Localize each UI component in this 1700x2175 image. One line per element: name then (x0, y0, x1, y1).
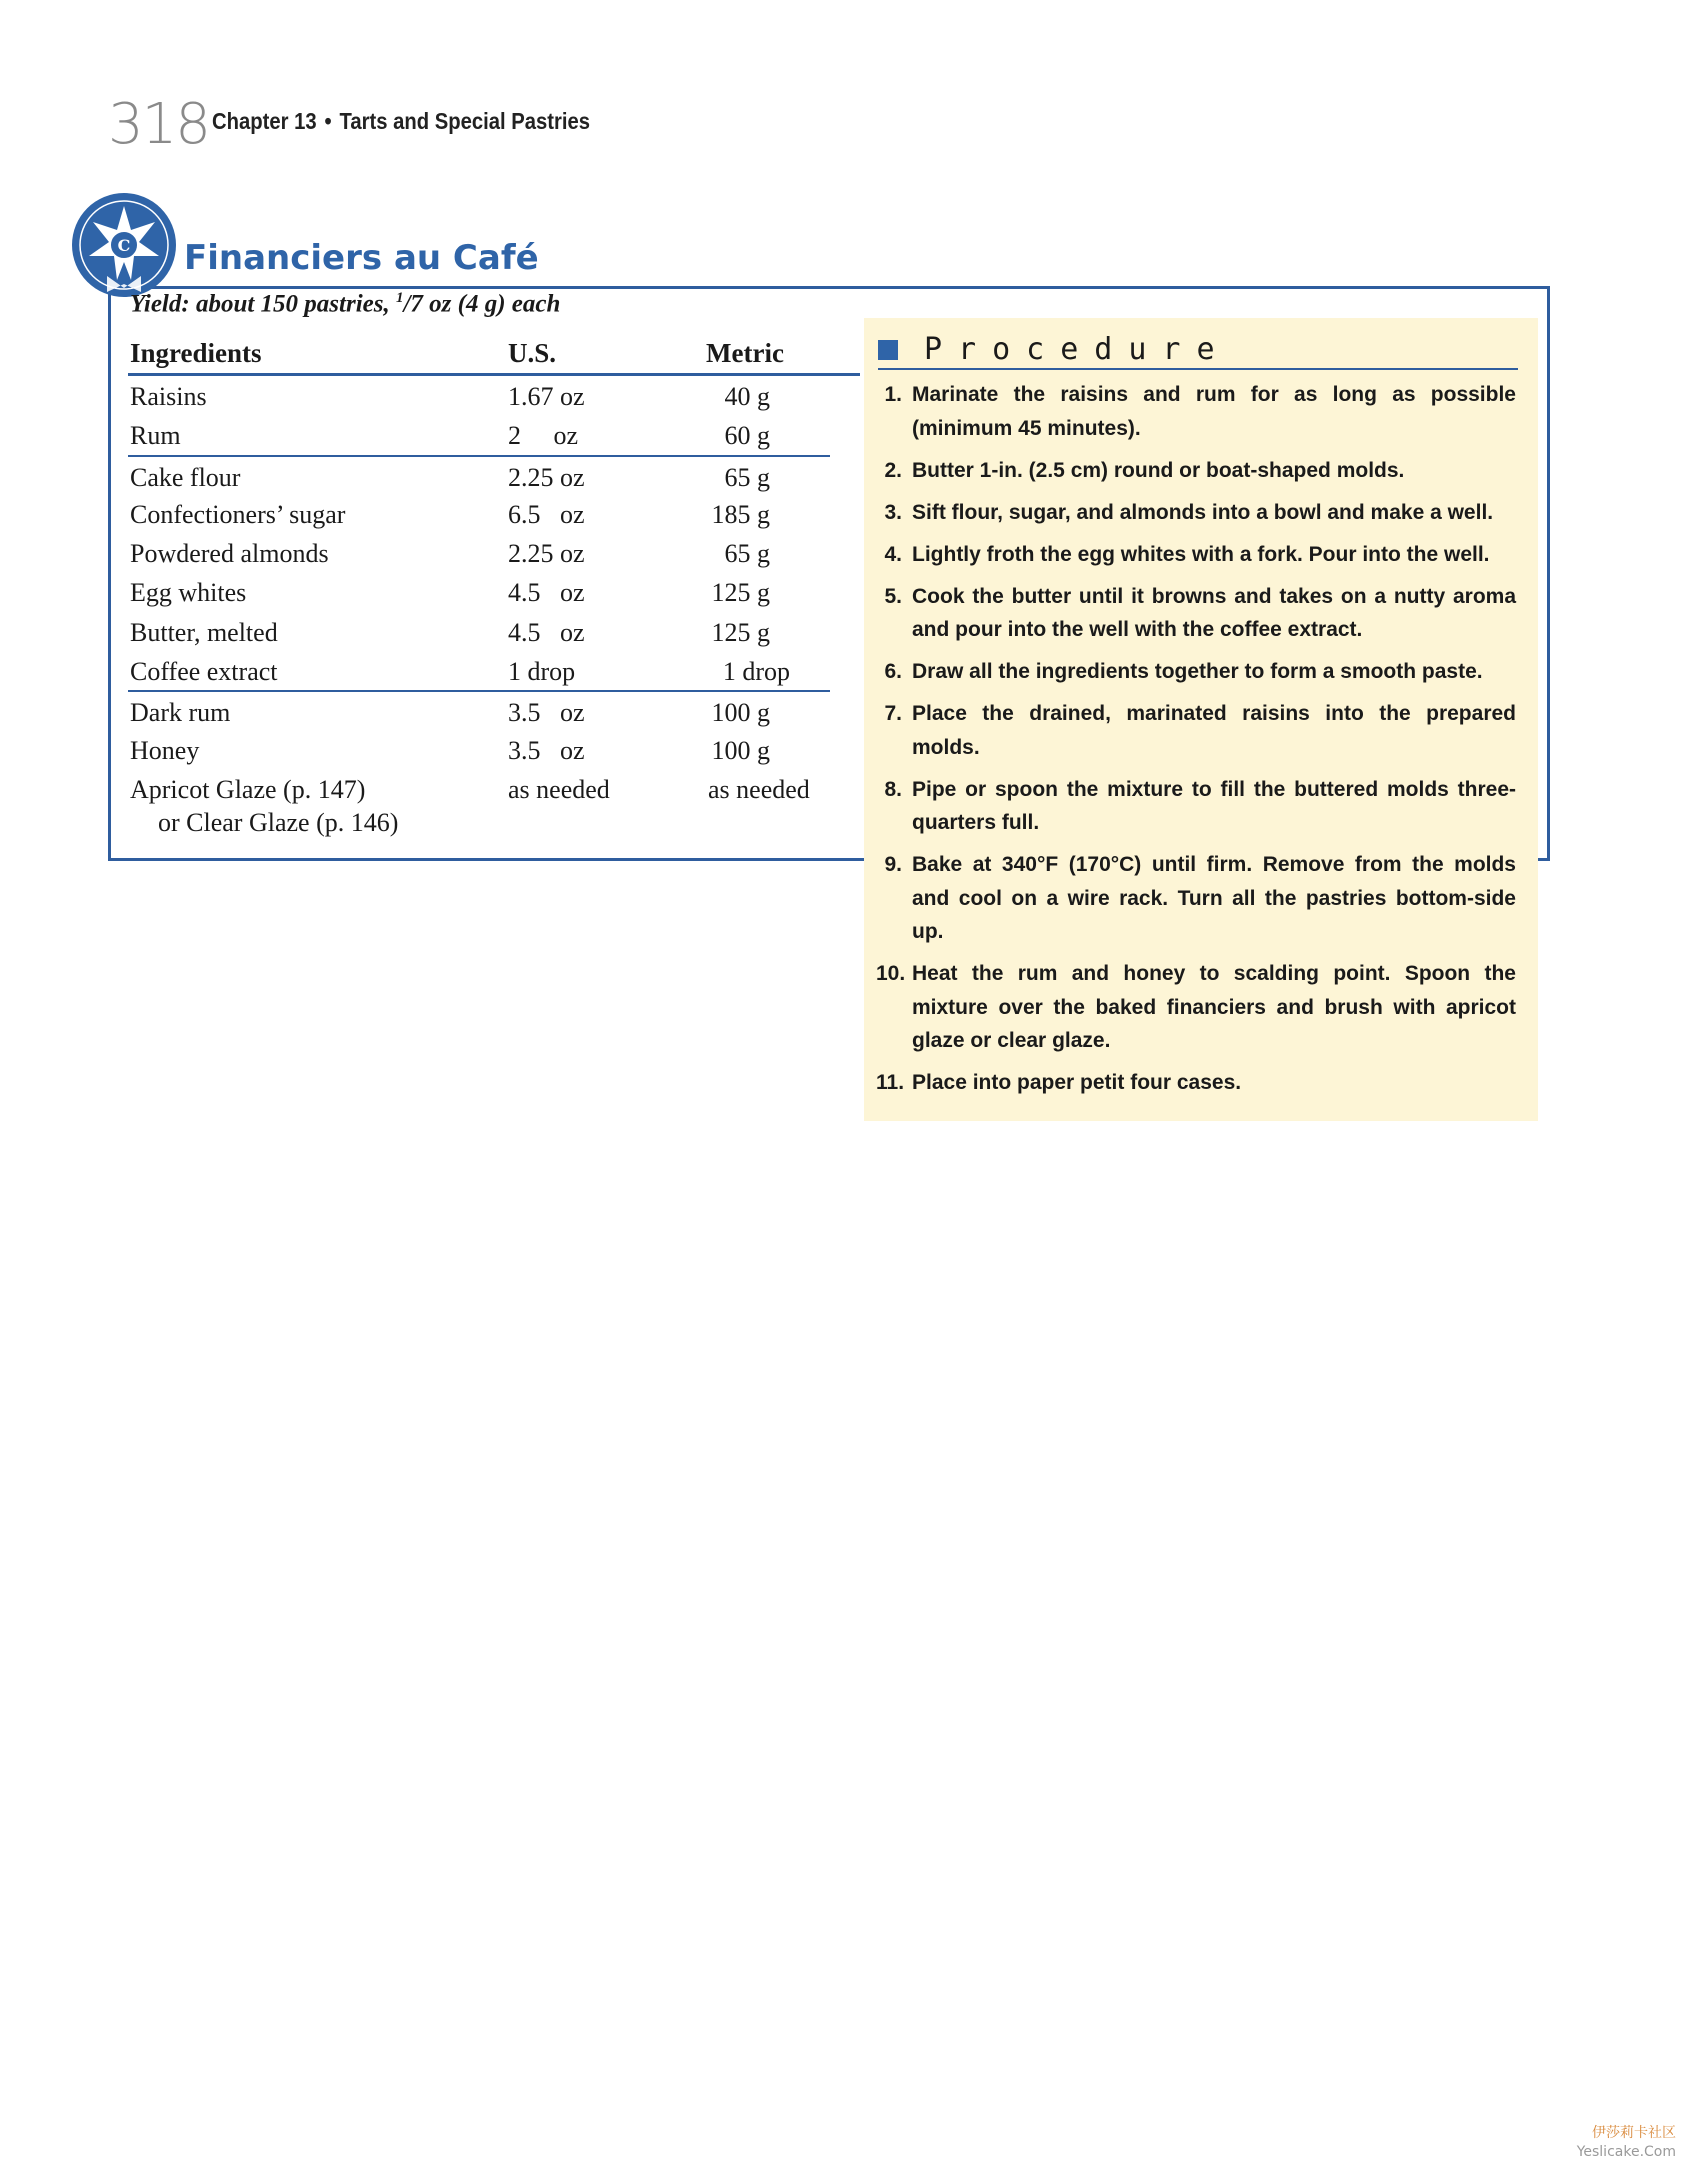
list-item (876, 773, 1516, 840)
table-row (128, 651, 830, 690)
ingredient-metric: 125 g (711, 578, 770, 608)
list-item (876, 454, 1516, 488)
step-number: 2. (884, 458, 902, 482)
step-text: Butter 1-in. (2.5 cm) round or boat-shaped molds. (912, 458, 1405, 482)
ingredient-name: Dark rum (130, 698, 231, 728)
list-item (876, 848, 1516, 949)
list-item (876, 655, 1516, 689)
step-text: Bake at 340°F (170°C) until firm. Remove from the molds and cool on a wire rack. Turn all the pastries bottom-side up. (912, 853, 1516, 943)
ingredient-metric: 40 g (724, 382, 770, 411)
step-number: 9. (884, 853, 902, 876)
ingredient-name: Cake flour (130, 462, 241, 492)
ingredients-table (128, 336, 830, 837)
list-item (876, 697, 1516, 764)
ingredient-name-alt: or Clear Glaze (p. 146) (158, 807, 399, 837)
ingredient-name: Confectioners’ sugar (130, 499, 346, 529)
bullet-separator: • (324, 108, 332, 134)
ingredient-metric: 100 g (711, 735, 770, 765)
yield-prefix: Yield: about 150 pastries, (130, 290, 396, 318)
ingredient-metric: 65 g (724, 462, 770, 492)
cordon-bleu-seal-icon (71, 192, 177, 298)
ingredient-us: 1.67 oz (508, 382, 585, 411)
ingredient-name: Coffee extract (130, 657, 278, 687)
yield-fraction-rest: /7 oz (4 g) each (403, 290, 561, 318)
ingredient-name: Butter, melted (130, 617, 278, 647)
step-text: Pipe or spoon the mixture to fill the buttered molds three-quarters full. (912, 777, 1516, 834)
table-row (128, 376, 830, 415)
watermark-line-url: Yeslicake.Com (1576, 2144, 1676, 2160)
step-number: 4. (884, 542, 902, 566)
table-row (128, 455, 830, 494)
step-text: Place into paper petit four cases. (912, 1071, 1242, 1094)
step-text: Lightly froth the egg whites with a fork. Pour into the well. (912, 542, 1490, 566)
ingredient-metric: 1 drop (722, 657, 790, 687)
header-metric: Metric (706, 338, 784, 368)
step-number: 1. (884, 383, 902, 406)
step-number: 8. (884, 777, 902, 801)
ingredient-name: Honey (130, 735, 200, 765)
watermark (1577, 2122, 1676, 2160)
list-item (876, 957, 1516, 1058)
ingredients-header-row (128, 336, 860, 376)
ingredient-us: 2 oz (508, 421, 579, 451)
procedure-steps (876, 378, 1516, 1108)
list-item (876, 538, 1516, 572)
table-row (128, 415, 830, 454)
ingredient-name: Powdered almonds (130, 539, 329, 569)
procedure-header (878, 332, 1518, 370)
step-number: 11. (876, 1071, 905, 1094)
ingredient-name: Rum (130, 421, 181, 451)
step-text: Cook the butter until it browns and takes on a nutty aroma and pour into the well with the coffee extract. (912, 584, 1516, 641)
step-number: 3. (884, 500, 902, 524)
recipe-title: Financiers au Café (184, 238, 549, 278)
step-number: 10. (876, 962, 906, 985)
procedure-title: Procedure (924, 332, 1231, 367)
table-row (128, 612, 830, 651)
chapter-title: Tarts and Special Pastries (339, 108, 591, 134)
step-text: Draw all the ingredients together to form a smooth paste. (912, 660, 1483, 683)
table-row (128, 769, 830, 837)
list-item (876, 1066, 1516, 1100)
ingredient-name: Raisins (130, 382, 207, 411)
table-row (128, 690, 830, 729)
step-text: Heat the rum and honey to scalding point. Spoon the mixture over the baked financiers and brush with apricot glaze or clear glaze. (912, 962, 1516, 1052)
ingredient-us: as needed (508, 774, 610, 804)
table-row (128, 494, 830, 533)
chapter-label: Chapter 13 (212, 108, 317, 134)
table-row (128, 572, 830, 611)
list-item (876, 496, 1516, 530)
list-item (876, 580, 1516, 647)
procedure-panel (864, 318, 1538, 1121)
page-number: 318 (108, 92, 209, 157)
ingredient-name: Apricot Glaze (p. 147) (130, 774, 366, 804)
ingredient-metric: 65 g (724, 539, 770, 569)
ingredient-name: Egg whites (130, 578, 247, 608)
ingredient-metric: 125 g (711, 617, 770, 647)
ingredient-us: 2.25 oz (508, 462, 585, 492)
header-us: U.S. (508, 338, 557, 368)
yield-fraction-numerator: 1 (395, 290, 404, 306)
yield-line (130, 290, 560, 318)
header-ingredients: Ingredients (130, 338, 262, 368)
step-number: 7. (884, 702, 902, 725)
table-row (128, 730, 830, 769)
ingredient-metric: as needed (708, 774, 810, 804)
ingredient-us: 3.5 oz (508, 698, 585, 728)
watermark-line-cn: 伊莎莉卡社区 (1592, 2125, 1676, 2141)
step-text: Place the drained, marinated raisins into the prepared molds. (912, 702, 1516, 759)
square-bullet-icon (878, 340, 898, 360)
step-number: 6. (884, 660, 902, 683)
ingredient-us: 1 drop (508, 657, 576, 687)
ingredient-metric: 100 g (711, 698, 770, 728)
ingredient-metric: 60 g (724, 421, 770, 451)
ingredient-us: 3.5 oz (508, 735, 585, 765)
step-number: 5. (884, 584, 902, 608)
svg-text:C: C (117, 236, 131, 255)
ingredient-us: 2.25 oz (508, 539, 585, 569)
ingredient-us: 6.5 oz (508, 499, 585, 529)
step-text: Marinate the raisins and rum for as long as possible (minimum 45 minutes). (912, 383, 1516, 440)
ingredient-us: 4.5 oz (508, 578, 585, 608)
table-row (128, 533, 830, 572)
running-head (212, 108, 590, 135)
ingredient-metric: 185 g (711, 499, 770, 529)
list-item (876, 378, 1516, 445)
ingredient-us: 4.5 oz (508, 617, 585, 647)
step-text: Sift flour, sugar, and almonds into a bowl and make a well. (912, 500, 1494, 524)
